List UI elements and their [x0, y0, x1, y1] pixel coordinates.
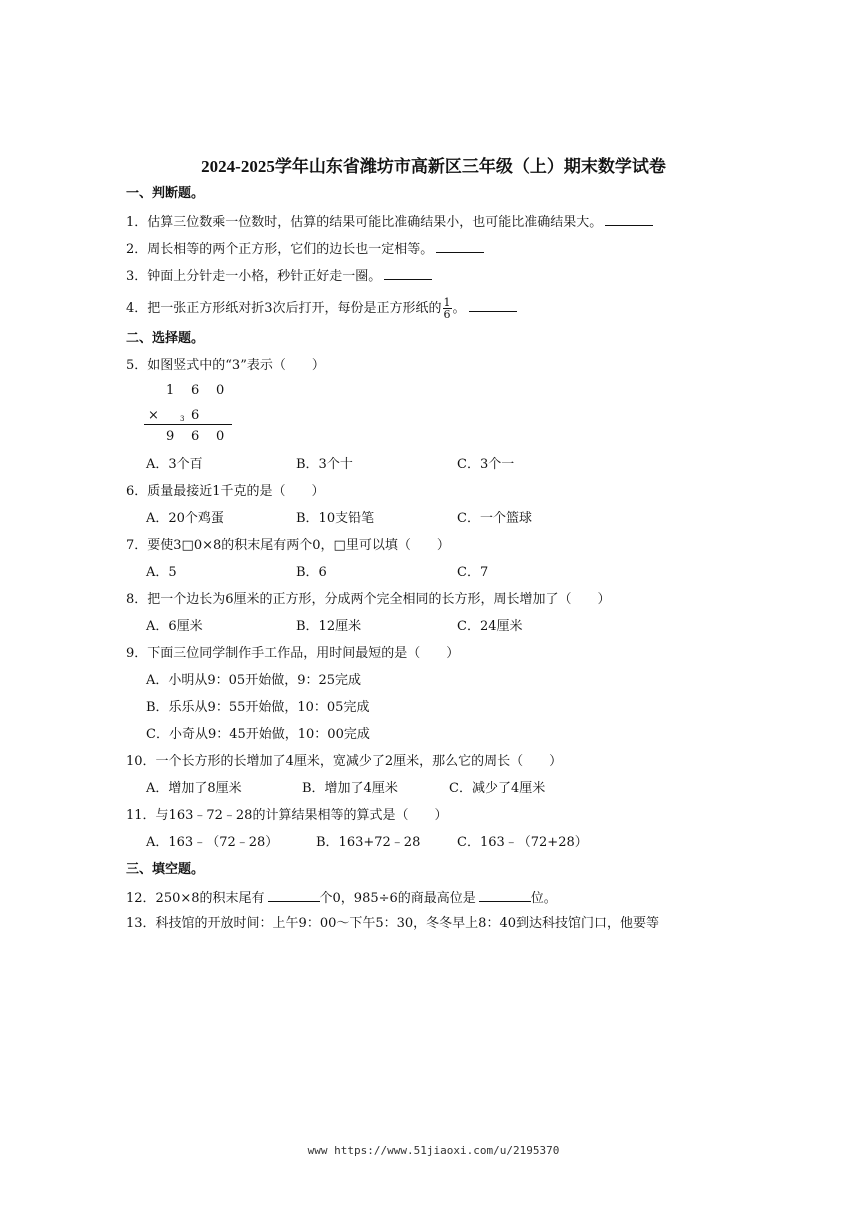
- digit: 6: [191, 429, 200, 444]
- question-9: 9．下面三位同学制作手工作品，用时间最短的是（ ）: [126, 646, 460, 661]
- option-a: A．小明从9：05开始做，9：25完成: [146, 673, 362, 688]
- question-12: [126, 887, 557, 909]
- digit: 1: [166, 383, 175, 398]
- question-7: 7．要使3□0×8的积末尾有两个0，□里可以填（ ）: [126, 538, 450, 553]
- vertical-rule: [144, 424, 232, 425]
- option-c: C．小奇从9：45开始做，10：00完成: [146, 727, 370, 742]
- option-c: C．3个一: [457, 457, 515, 472]
- question-11: 11．与163﹣72﹣28的计算结果相等的算式是（ ）: [126, 808, 448, 823]
- option-c: C．7: [457, 565, 489, 580]
- option-b: B．163+72﹣28: [316, 835, 421, 850]
- digit: 0: [216, 383, 225, 398]
- question-4-end: 。: [452, 301, 466, 316]
- question-12-part-c: 位。: [530, 891, 557, 906]
- option-a: A．6厘米: [146, 619, 203, 634]
- question-3: [126, 265, 432, 287]
- option-b: B．10支铅笔: [296, 511, 375, 526]
- vertical-multiplication: [144, 380, 234, 450]
- question-5: 5．如图竖式中的“3”表示（ ）: [126, 358, 325, 373]
- digit: 6: [191, 383, 200, 398]
- option-a: A．5: [146, 565, 177, 580]
- section-fill-in: 三、填空题。: [126, 862, 205, 877]
- question-2: [126, 238, 484, 260]
- option-a: A．163﹣（72﹣28）: [146, 835, 279, 850]
- exam-title: 2024-2025学年山东省潍坊市高新区三年级（上）期末数学试卷: [201, 157, 666, 176]
- question-3-text: 3．钟面上分针走一小格，秒针正好走一圈。: [126, 269, 382, 284]
- fraction-numerator: 1: [443, 296, 451, 309]
- section-judgement: 一、判断题。: [126, 186, 205, 201]
- answer-blank: [436, 238, 484, 253]
- option-b: B．6: [296, 565, 327, 580]
- question-12-part-a: 12．250×8的积末尾有: [126, 891, 265, 906]
- question-8: 8．把一个边长为6厘米的正方形，分成两个完全相同的长方形，周长增加了（ ）: [126, 592, 611, 607]
- section-choice: 二、选择题。: [126, 331, 205, 346]
- option-c: C．163﹣（72+28）: [457, 835, 588, 850]
- option-b: B．增加了4厘米: [302, 781, 398, 796]
- option-a: A．增加了8厘米: [146, 781, 242, 796]
- question-4: [126, 297, 517, 320]
- option-c: C．一个篮球: [457, 511, 532, 526]
- fraction-denominator: 6: [443, 308, 451, 321]
- answer-blank: [605, 211, 653, 226]
- times-sign: ×: [148, 408, 159, 423]
- question-1: [126, 211, 653, 233]
- question-13: 13．科技馆的开放时间：上午9：00～下午5：30，冬冬早上8：40到达科技馆门口，他要等: [126, 916, 659, 931]
- footer-watermark: www https://www.51jiaoxi.com/u/2195370: [307, 1144, 560, 1157]
- option-a: A．20个鸡蛋: [146, 511, 224, 526]
- option-b: B．3个十: [296, 457, 353, 472]
- question-4-text: 4．把一张正方形纸对折3次后打开，每份是正方形纸的: [126, 301, 442, 316]
- carry-digit: 3: [180, 415, 185, 423]
- option-b: B．12厘米: [296, 619, 362, 634]
- digit: 9: [166, 429, 175, 444]
- fraction: [443, 297, 452, 320]
- question-6: 6．质量最接近1千克的是（ ）: [126, 484, 325, 499]
- answer-blank: [268, 887, 320, 902]
- option-a: A．3个百: [146, 457, 203, 472]
- answer-blank: [384, 265, 432, 280]
- question-12-part-b: 个0，985÷6的商最高位是: [319, 891, 476, 906]
- answer-blank: [479, 887, 531, 902]
- option-c: C．24厘米: [457, 619, 523, 634]
- option-c: C．减少了4厘米: [449, 781, 546, 796]
- digit: 0: [216, 429, 225, 444]
- digit: 6: [191, 408, 200, 423]
- answer-blank: [469, 297, 517, 312]
- question-2-text: 2．周长相等的两个正方形，它们的边长也一定相等。: [126, 242, 434, 257]
- question-10: 10．一个长方形的长增加了4厘米，宽减少了2厘米，那么它的周长（ ）: [126, 754, 563, 769]
- option-b: B．乐乐从9：55开始做，10：05完成: [146, 700, 370, 715]
- question-1-text: 1．估算三位数乘一位数时，估算的结果可能比准确结果小，也可能比准确结果大。: [126, 215, 603, 230]
